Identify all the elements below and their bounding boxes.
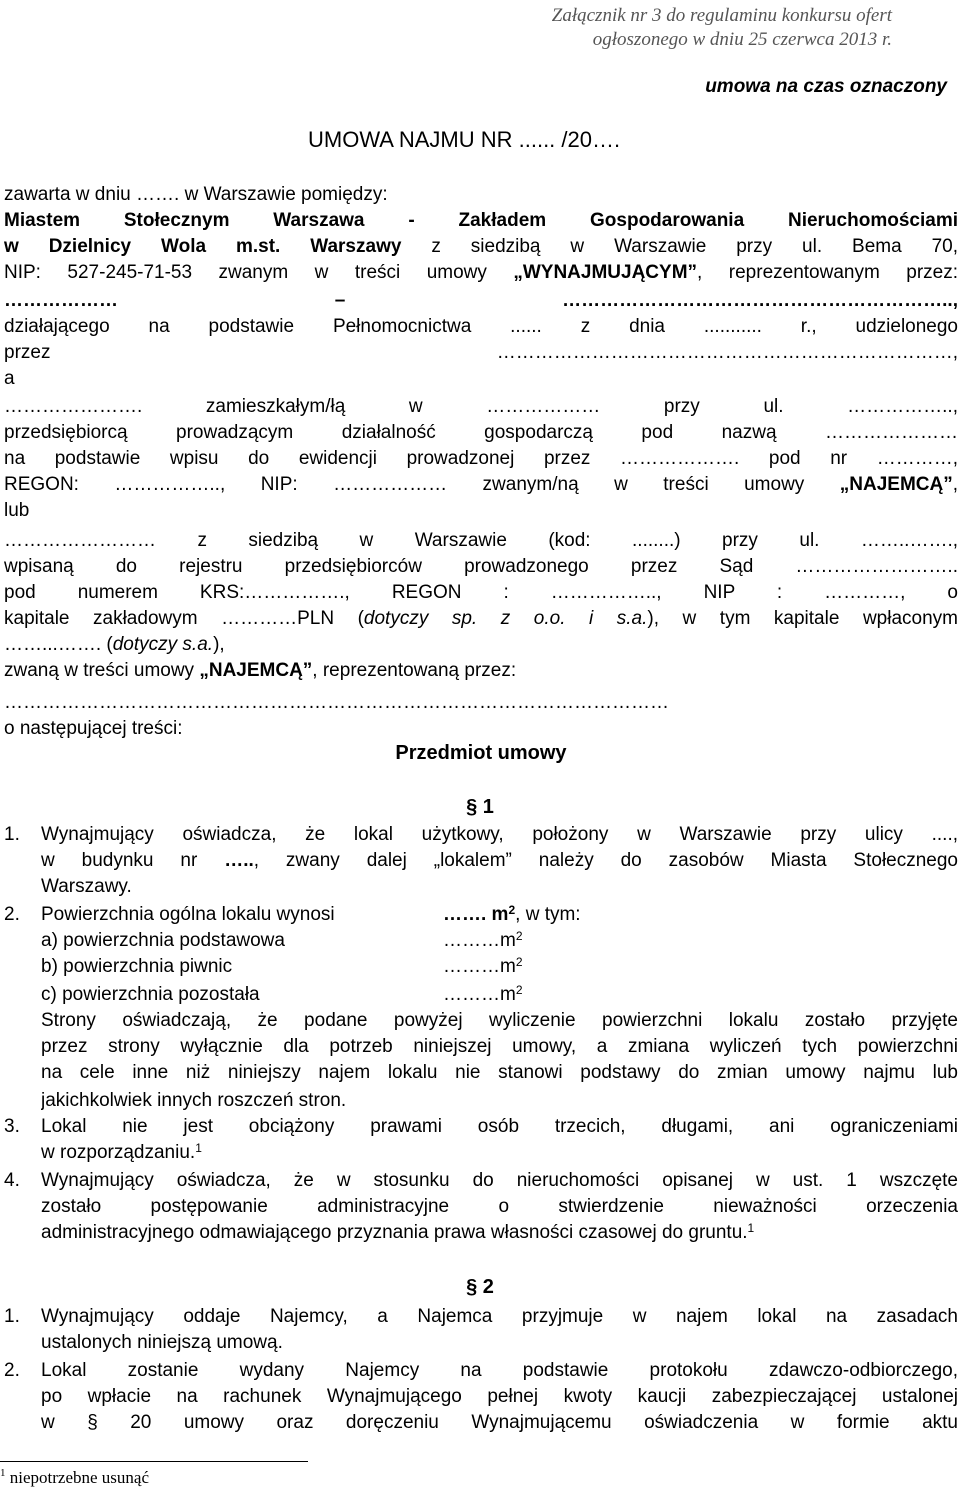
unit-superscript: 2 [515,983,523,997]
s2-p1-line-2: ustalonych niniejszą umową. [41,1332,283,1353]
including-text: , w tym: [515,904,581,925]
area-basement-amount: ………m [443,956,516,977]
representative-placeholder: ……………… – …………………………………………………….., [4,290,958,311]
footnote [0,1468,149,1488]
s2-p1-line-1: Wynajmujący oddaje Najemcy, a Najemca przyjmuje w najem lokal na zasadach [41,1306,958,1327]
footnote-text: niepotrzebne usunąć [9,1468,149,1487]
s1-p1-line-3: Warszawy. [41,876,132,897]
s1-p4-line-2: zostało postępowanie administracyjne o stwierdzenie nieważności orzeczenia [41,1196,958,1217]
intro-line-10: przedsiębiorcą prowadzącym działalność gospodarczą pod nazwą ………………… [4,422,958,443]
total-area-amount: ……. m [443,904,509,925]
area-basic-amount: ………m [443,930,516,951]
intro-line-12 [4,472,958,498]
intro-line-7: przez ………………………………………………………………, [4,342,958,363]
section-1-heading: § 1 [466,796,494,818]
intro-line-21: o następującej treści: [4,718,183,739]
paid-capital-value: ……...……. ( [4,634,113,655]
subject-heading: Przedmiot umowy [395,742,567,764]
area-other-value [443,982,523,1008]
intro-line-17 [4,606,958,632]
represented-by-text: , reprezentowanym przez: [697,262,958,283]
s1-p2-text-3: na cele inne niż niniejszy najem lokalu nie stanowi podstawy do zmian umowy najmu lub [41,1062,958,1083]
footnote-ref: 1 [195,1141,202,1155]
intro-line-9: …………………. zamieszkałym/łą w ……………… przy ul. …………….., [4,396,958,417]
paren-close: ), [213,634,225,655]
s1-p1-number: 1. [4,824,20,845]
s2-p1-number: 1. [4,1306,20,1327]
contract-kind: umowa na czas oznaczony [705,76,947,97]
total-area-label: Powierzchnia ogólna lokalu wynosi [41,904,335,925]
intro-line-4 [4,260,958,286]
unit-superscript: 2 [515,955,523,969]
tenant-term-2: „NAJEMCĄ” [199,660,313,681]
s1-p1-line-1: Wynajmujący oświadcza, że lokal użytkowy, położony w Warszawie przy ulicy ...., [41,824,958,845]
unit-superscript: 2 [515,929,523,943]
named-text: zwaną w treści umowy [4,660,200,681]
s1-p1-line-2 [41,848,958,874]
s1-p3-line-2 [41,1140,958,1166]
premises-text: , zwany dalej „lokalem” należy do zasobów Miasta Stołecznego [253,850,958,871]
intro-line-8: a [4,368,15,389]
comma: , [952,474,958,495]
represented-text: , reprezentowaną przez: [312,660,517,681]
section-2-heading: § 2 [466,1276,494,1298]
document-title: UMOWA NAJMU NR ...... /20…. [308,127,621,152]
total-area-value [443,902,581,928]
s2-p2-line-3: w § 20 umowy oraz doręczeniu Wynajmującemu oświadczenia w formie aktu [41,1412,958,1433]
area-basic-value [443,928,523,954]
paid-capital-note: dotyczy s.a. [112,634,214,655]
area-basic-label: a) powierzchnia podstawowa [41,930,285,951]
s1-p2-text-1: Strony oświadczają, że podane powyżej wyliczenie powierzchni lokalu zostało przyjęte [41,1010,958,1031]
s1-p2-text-2: przez strony wyłącznie dla potrzeb niniejszej umowy, a zmiana wyliczeń tych powierzchni [41,1036,958,1057]
intro-line-19 [4,658,958,684]
footnote-number: 1 [0,1467,6,1479]
intro-line-13: lub [4,500,30,521]
intro-line-11: na podstawie wpisu do ewidencji prowadzonej przez ………………. pod nr …………, [4,448,958,469]
area-basement-label: b) powierzchnia piwnic [41,956,233,977]
nip-text: NIP: 527-245-71-53 zwanym w treści umowy [4,262,514,283]
intro-line-16: pod numerem KRS:……………., REGON : …………….., NIP : …………, o [4,582,958,603]
tenant-term: „NAJEMCĄ” [839,474,953,495]
s1-p4-number: 4. [4,1170,20,1191]
landlord-term: „WYNAJMUJĄCYM” [513,262,698,283]
area-other-label: c) powierzchnia pozostała [41,984,260,1005]
intro-line-14: …………………… z siedzibą w Warszawie (kod: ........) przy ul. ……..……., [4,530,958,551]
intro-line-6: działającego na podstawie Pełnomocnictwa ...... z dnia ........... r., udzielonego [4,316,958,337]
unit-superscript: 2 [508,903,516,917]
intro-line-15: wpisaną do rejestru przedsiębiorców prowadzonego przez Sąd …………………….. [4,556,958,577]
landlord-district: w Dzielnicy Wola m.st. Warszawy [4,236,402,257]
intro-line-3 [4,234,958,260]
intro-line-2: Miastem Stołecznym Warszawa - Zakładem Gospodarowania Nieruchomościami [4,210,958,231]
intro-line-18 [4,632,958,658]
intro-line-20: …………………………………………………………………………………………… [4,692,669,713]
regon-nip-text: REGON: …………….., NIP: ……………… zwanym/ną w treści umowy [4,474,840,495]
area-other-amount: ………m [443,984,516,1005]
intro-line-1: zawarta w dniu ……. w Warszawie pomiędzy: [4,184,388,205]
area-basement-value [443,954,523,980]
capital-note: dotyczy sp. z o.o. i s.a. [363,608,648,629]
s1-p3-number: 3. [4,1116,20,1137]
s1-p3-line-1: Lokal nie jest obciążony prawami osób trzecich, długami, ani ograniczeniami [41,1116,958,1137]
s1-p2-text-4: jakichkolwiek innych roszczeń stron. [41,1090,347,1111]
attachment-line-2: ogłoszonego w dniu 25 czerwca 2013 r. [592,29,892,50]
s1-p4-line-1: Wynajmujący oświadcza, że w stosunku do nieruchomości opisanej w ust. 1 wszczęte [41,1170,958,1191]
decision-text: administracyjnego odmawiającego przyznania prawa własności czasowej do gruntu. [41,1222,748,1243]
footnote-ref: 1 [747,1221,755,1235]
paid-capital-text: ), w tym kapitale wpłaconym [647,608,958,629]
landlord-address: z siedzibą w Warszawie przy ul. Bema 70, [431,236,958,257]
footnote-separator [0,1461,308,1462]
s2-p2-line-1: Lokal zostanie wydany Najemcy na podstawie protokołu zdawczo-odbiorczego, [41,1360,958,1381]
s1-p4-line-3 [41,1220,958,1246]
capital-text: kapitale zakładowym …………PLN ( [4,608,364,629]
building-text: w budynku nr [41,850,225,871]
s2-p2-line-2: po wpłacie na rachunek Wynajmującego pełnej kwoty kaucji zabezpieczającej ustalonej [41,1386,958,1407]
s1-p2-number: 2. [4,904,20,925]
s2-p2-number: 2. [4,1360,20,1381]
attachment-header [552,4,892,52]
building-number: ….. [224,850,254,871]
disposal-text: w rozporządzaniu. [41,1142,196,1163]
attachment-line-1: Załącznik nr 3 do regulaminu konkursu ofert [551,5,892,26]
